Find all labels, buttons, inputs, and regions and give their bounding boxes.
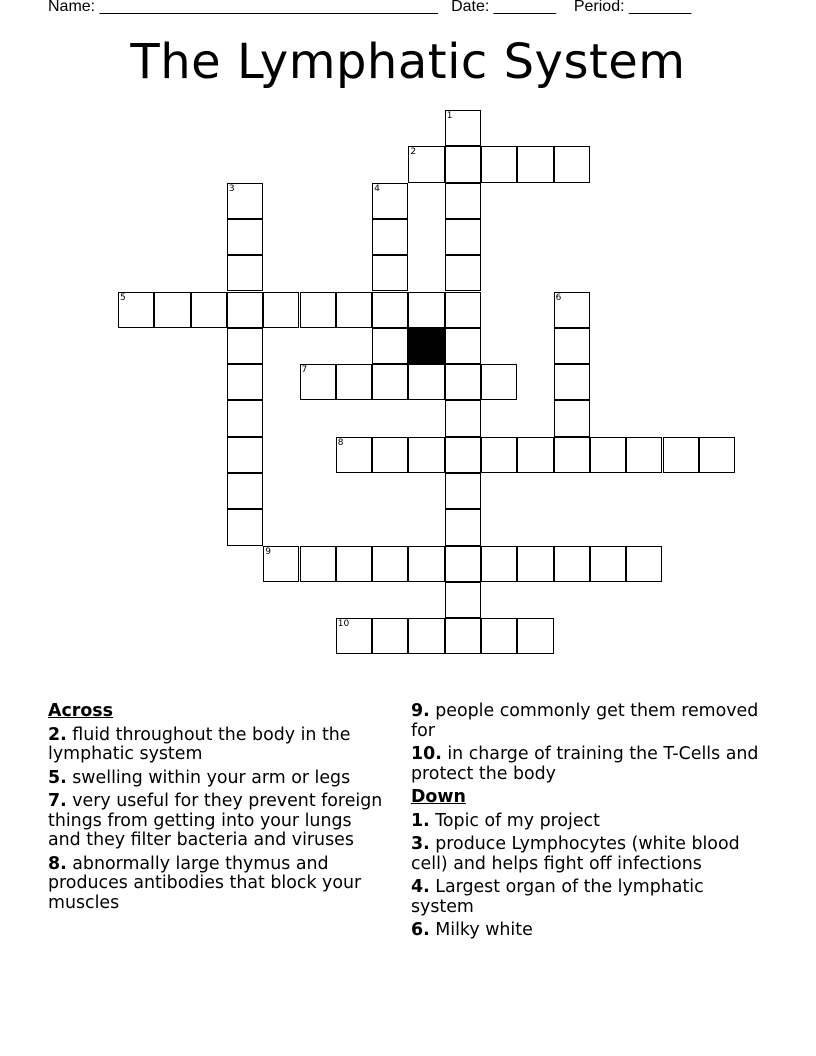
crossword-cell[interactable] xyxy=(663,437,699,473)
across-clue: 7. very useful for they prevent foreign things from getting into your lungs and they filter bacteria and viruses xyxy=(48,791,383,850)
clue-number: 10 xyxy=(337,619,350,630)
crossword-cell[interactable] xyxy=(227,328,263,364)
across-clue: 9. people commonly get them removed for xyxy=(411,701,759,741)
crossword-cell[interactable] xyxy=(445,400,481,436)
crossword-cell[interactable] xyxy=(227,364,263,400)
crossword-cell[interactable] xyxy=(336,437,372,473)
crossword-cell[interactable] xyxy=(517,546,553,582)
across-clue: 10. in charge of training the T-Cells and protect the body xyxy=(411,744,759,784)
crossword-cell[interactable] xyxy=(154,292,190,328)
crossword-cell[interactable] xyxy=(445,473,481,509)
crossword-cell[interactable] xyxy=(227,255,263,291)
clues-left-column xyxy=(48,702,388,917)
crossword-cell[interactable] xyxy=(481,437,517,473)
clue-number: 6 xyxy=(555,292,562,303)
crossword-cell[interactable] xyxy=(481,364,517,400)
clue-number: 1 xyxy=(446,111,453,121)
crossword-cell[interactable] xyxy=(554,328,590,364)
crossword-cell[interactable] xyxy=(481,146,517,182)
crossword-cell[interactable] xyxy=(517,437,553,473)
clue-number: 7 xyxy=(301,365,308,376)
crossword-cell[interactable] xyxy=(336,546,372,582)
crossword-cell[interactable] xyxy=(300,292,336,328)
crossword-cell[interactable] xyxy=(336,618,372,654)
crossword-cell[interactable] xyxy=(227,183,263,219)
clue-number: 9 xyxy=(265,546,271,557)
crossword-cell[interactable] xyxy=(554,292,590,328)
crossword-cell[interactable] xyxy=(372,546,408,582)
crossword-cell[interactable] xyxy=(227,400,263,436)
across-clue: 5. swelling within your arm or legs xyxy=(48,767,351,788)
crossword-cell[interactable] xyxy=(445,618,481,654)
crossword-cell[interactable] xyxy=(626,437,662,473)
crossword-cell[interactable] xyxy=(408,364,444,400)
crossword-cell[interactable] xyxy=(626,546,662,582)
period-blank[interactable]: _______ xyxy=(629,0,692,15)
crossword-cell[interactable] xyxy=(336,364,372,400)
crossword-cell[interactable] xyxy=(445,219,481,255)
down-heading: Down xyxy=(411,787,466,807)
crossword-cell[interactable] xyxy=(699,437,735,473)
crossword-cell[interactable] xyxy=(372,364,408,400)
crossword-cell[interactable] xyxy=(554,546,590,582)
crossword-cell[interactable] xyxy=(227,292,263,328)
down-clue: 1. Topic of my project xyxy=(411,810,600,831)
across-clue: 8. abnormally large thymus and produces antibodies that block your muscles xyxy=(48,853,362,913)
crossword-cell[interactable] xyxy=(300,364,336,400)
crossword-cell[interactable] xyxy=(372,183,408,219)
crossword-cell[interactable] xyxy=(445,364,481,400)
crossword-cell[interactable] xyxy=(118,292,154,328)
crossword-cell[interactable] xyxy=(445,183,481,219)
student-info-line xyxy=(48,0,691,16)
clue-number: 8 xyxy=(337,437,344,448)
page-title: The Lymphatic System xyxy=(130,34,686,90)
crossword-cell[interactable] xyxy=(445,146,481,182)
name-blank[interactable]: ______________________________________ xyxy=(99,0,438,15)
crossword-cell[interactable] xyxy=(372,255,408,291)
crossword-cell[interactable] xyxy=(408,437,444,473)
crossword-cell[interactable] xyxy=(227,509,263,545)
crossword-cell[interactable] xyxy=(517,146,553,182)
clue-number: 2 xyxy=(410,147,417,158)
crossword-cell[interactable] xyxy=(445,328,481,364)
crossword-cell[interactable] xyxy=(408,546,444,582)
crossword-cell[interactable] xyxy=(408,146,444,182)
crossword-cell[interactable] xyxy=(372,437,408,473)
clue-number: 3 xyxy=(228,183,235,194)
crossword-cell[interactable] xyxy=(517,618,553,654)
crossword-cell[interactable] xyxy=(590,437,626,473)
crossword-cell[interactable] xyxy=(554,400,590,436)
crossword-cell[interactable] xyxy=(227,219,263,255)
crossword-cell[interactable] xyxy=(408,618,444,654)
across-heading: Across xyxy=(48,701,113,721)
black-cell xyxy=(408,328,444,364)
crossword-cell[interactable] xyxy=(554,437,590,473)
clue-number: 5 xyxy=(120,292,126,303)
crossword-cell[interactable] xyxy=(372,618,408,654)
crossword-cell[interactable] xyxy=(191,292,227,328)
crossword-cell[interactable] xyxy=(263,292,299,328)
period-label: Period: xyxy=(573,0,625,15)
crossword-cell[interactable] xyxy=(590,546,626,582)
crossword-cell[interactable] xyxy=(372,292,408,328)
crossword-cell[interactable] xyxy=(445,292,481,328)
crossword-cell[interactable] xyxy=(554,146,590,182)
down-clue: 6. Milky white xyxy=(411,920,533,940)
date-blank[interactable]: _______ xyxy=(493,0,557,15)
down-clue: 4. Largest organ of the lymphatic system xyxy=(411,877,704,917)
crossword-cell[interactable] xyxy=(445,437,481,473)
name-label: Name: xyxy=(48,0,96,15)
crossword-cell[interactable] xyxy=(372,219,408,255)
crossword-cell[interactable] xyxy=(227,473,263,509)
down-clue: 3. produce Lymphocytes (white blood cell) and helps fight off infections xyxy=(411,834,740,874)
date-label: Date: xyxy=(451,0,490,15)
crossword-cell[interactable] xyxy=(263,546,299,582)
crossword-cell[interactable] xyxy=(445,546,481,582)
crossword-cell[interactable] xyxy=(481,546,517,582)
crossword-cell[interactable] xyxy=(445,255,481,291)
across-clue: 2. fluid throughout the body in the lymphatic system xyxy=(48,724,351,764)
crossword-cell[interactable] xyxy=(481,618,517,654)
crossword-cell[interactable] xyxy=(408,292,444,328)
crossword-cell[interactable] xyxy=(445,110,481,146)
crossword-cell[interactable] xyxy=(227,437,263,473)
crossword-cell[interactable] xyxy=(554,364,590,400)
crossword-cell[interactable] xyxy=(372,328,408,364)
crossword-cell[interactable] xyxy=(445,509,481,545)
crossword-cell[interactable] xyxy=(300,546,336,582)
crossword-cell[interactable] xyxy=(336,292,372,328)
clue-number: 4 xyxy=(374,183,380,194)
crossword-cell[interactable] xyxy=(445,582,481,618)
clues-right-column xyxy=(411,702,771,945)
